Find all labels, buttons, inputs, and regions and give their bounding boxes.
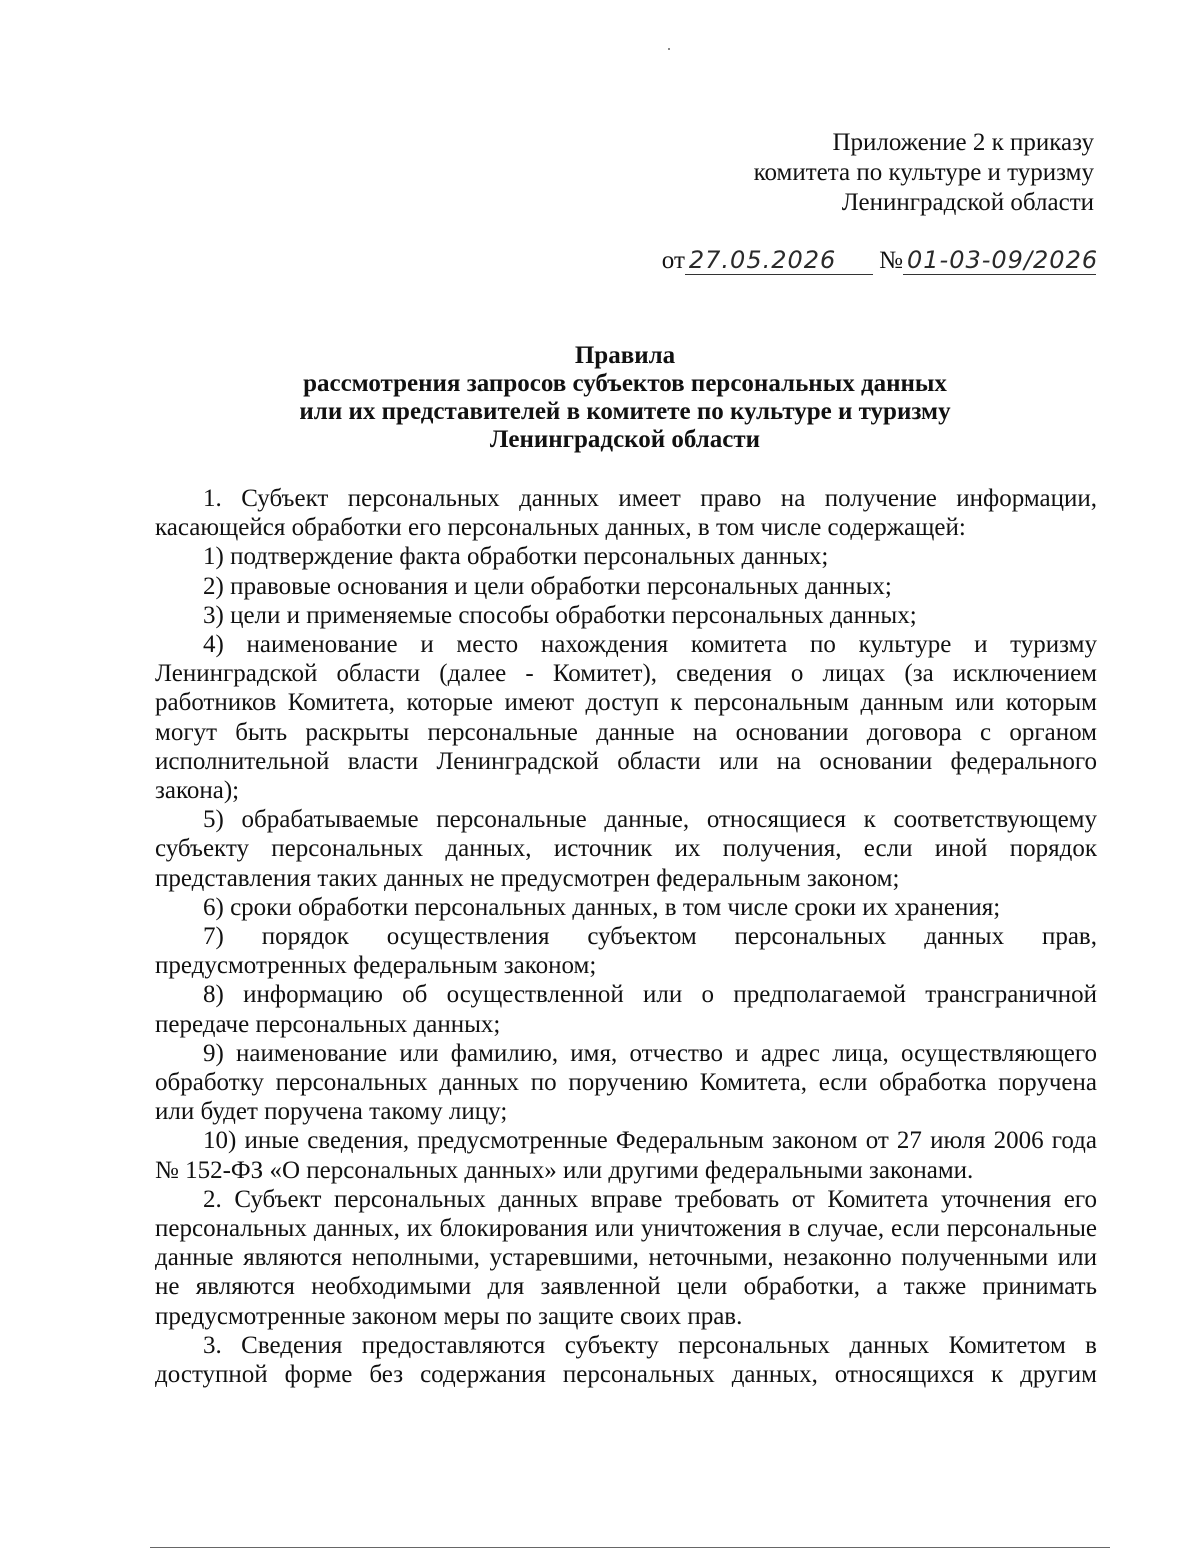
paragraph: 2. Субъект персональных данных вправе требовать от Комитета уточнения его персональных данных, их блокирования или уничтожения в случае, если персональные данные являются неполными, устаревшими, неточными, незаконно полученными или не являются необходимыми для заявленной цели обработки, а также принимать предусмотренные законом меры по защите своих прав. (155, 1185, 1097, 1330)
paragraph: 9) наименование или фамилию, имя, отчество и адрес лица, осуществляющего обработку персональных данных по поручению Комитета, если обработка поручена или будет поручена такому лицу; (155, 1039, 1097, 1126)
paragraph: 5) обрабатываемые персональные данные, относящиеся к соответствующему субъекту персональных данных, источник их получения, если иной порядок представления таких данных не предусмотрен федеральным законом; (155, 806, 1097, 892)
appendix-line-3: Ленинградской области (841, 189, 1094, 216)
document-title (160, 342, 1090, 454)
paragraph: 1. Субъект персональных данных имеет право на получение информации, касающейся обработки его персональных данных, в том числе содержащей: (155, 485, 1097, 542)
paragraph: 8) информацию об осуществленной или о предполагаемой трансграничной передаче персональных данных; (155, 981, 1097, 1038)
paragraph: 3) цели и применяемые способы обработки персональных данных; (203, 601, 917, 629)
title-line-1: Правила (574, 342, 676, 369)
page-bottom-divider (150, 1547, 1110, 1548)
appendix-line-1: Приложение 2 к приказу (832, 129, 1094, 156)
appendix-line-2: комитета по культуре и туризму (753, 159, 1094, 186)
paragraph: 1) подтверждение факта обработки персональных данных; (203, 543, 829, 571)
handwritten-date: 27.05.2026 (685, 246, 873, 275)
scan-speck (668, 48, 670, 50)
from-label: от (661, 247, 685, 274)
order-date-number (661, 246, 1099, 275)
number-label: № (879, 247, 903, 274)
appendix-header (574, 128, 1094, 218)
paragraph: 4) наименование и место нахождения комитета по культуре и туризму Ленинградской области (далее - Комитет), сведения о лицах (за исключением работников Комитета, которые имеют доступ к персональным данным или которым могут быть раскрыты персональные данные на основании договора с органом исполнительной власти Ленинградской области или на основании федерального закона); (155, 631, 1097, 805)
title-line-3: или их представителей в комитете по культуре и туризму (299, 398, 951, 425)
paragraph: 10) иные сведения, предусмотренные Федеральным законом от 27 июля 2006 года № 152-ФЗ «О персональных данных» или другими федеральными законами. (155, 1127, 1097, 1184)
paragraph: 6) сроки обработки персональных данных, в том числе сроки их хранения; (203, 893, 1001, 921)
paragraph: 7) порядок осуществления субъектом персональных данных прав, предусмотренных федеральным законом; (155, 923, 1097, 980)
paragraph: 3. Сведения предоставляются субъекту персональных данных Комитетом в доступной форме без содержания персональных данных, относящихся к другим (155, 1331, 1097, 1389)
title-line-4: Ленинградской области (489, 426, 761, 453)
handwritten-number: 01-03-09/2026 (903, 246, 1096, 275)
paragraph: 2) правовые основания и цели обработки персональных данных; (203, 572, 892, 600)
document-body (155, 484, 1097, 1389)
title-line-2: рассмотрения запросов субъектов персональных данных (303, 370, 947, 397)
